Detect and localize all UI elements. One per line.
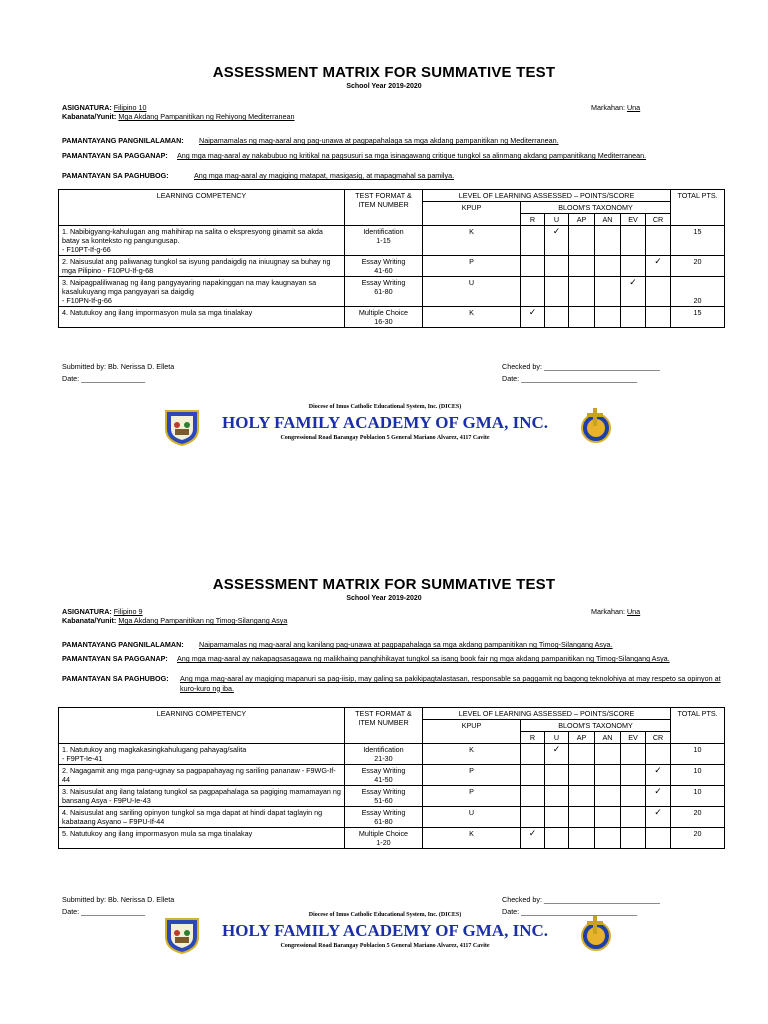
checked-by: Checked by: _____________________________ (502, 362, 660, 371)
pangnilalaman-label: PAMANTAYANG PANGNILALAMAN: (62, 136, 184, 145)
competency-cell: 3. Naipagpaliliwanag ng ilang pangyayaring napakinggan na may kaugnayan sa kasalukuyang mga pangyayari sa daigdig - F10PN-If-g-66 (59, 277, 345, 307)
table-row (59, 226, 725, 256)
bloom-cr-cell (646, 828, 671, 849)
total-cell: 10 (671, 765, 725, 786)
pagganap-row (62, 654, 670, 663)
kabanata-label: Kabanata/Yunit: (62, 616, 117, 625)
competency-cell: 1. Natutukoy ang magkakasingkahulugang pahayag/salita - F9PT-Ie-41 (59, 744, 345, 765)
kabanata-row (62, 616, 287, 625)
kabanata-label: Kabanata/Yunit: (62, 112, 117, 121)
pangnilalaman-value: Naipamamalas ng mag-aaral ang kanilang pag-unawa at pagpapahalaga sa mga akdang pampanitikan ng Timog-Silangang Asya. (199, 640, 613, 649)
kpup-cell: P (423, 256, 521, 277)
submitted-by: Submitted by: Bb. Nerissa D. Elleta (62, 895, 175, 904)
competency-cell: 3. Naisusulat ang ilang talatang tungkol sa pagpapahalaga sa pagiging mamamayan ng bansang Asya - F9PU-Ie-43 (59, 786, 345, 807)
kabanata-value: Mga Akdang Pampanitikan ng Timog-Silangang Asya (118, 616, 288, 625)
pangnilalaman-row (62, 640, 613, 649)
total-cell: 10 (671, 744, 725, 765)
kpup-cell: K (423, 744, 521, 765)
bloom-cr-cell: ✓ (646, 807, 671, 828)
bloom-an-cell (595, 807, 621, 828)
table-row (59, 256, 725, 277)
assessment-matrix-filipino-9 (0, 512, 768, 1024)
kpup-cell: U (423, 277, 521, 307)
bloom-ap-cell (569, 744, 595, 765)
markahan-label: Markahan: (591, 103, 625, 112)
competency-cell: 2. Naisusulat ang paliwanag tungkol sa isyung pandaigdig na iniuugnay sa buhay ng mga Pilipino - F10PU-If-g-68 (59, 256, 345, 277)
paghubog-label: PAMANTAYAN SA PAGHUBOG: (62, 674, 169, 683)
header-format: TEST FORMAT & ITEM NUMBER (345, 708, 423, 744)
bloom-an-cell (595, 744, 621, 765)
total-cell: 15 (671, 226, 725, 256)
bloom-cr-cell: ✓ (646, 765, 671, 786)
header-bloom: BLOOM'S TAXONOMY (521, 202, 671, 214)
asignatura-row (62, 607, 143, 616)
total-cell: 20 (671, 277, 725, 307)
assessment-table (58, 189, 725, 328)
bloom-ap-cell (569, 786, 595, 807)
kabanata-row (62, 112, 295, 121)
bloom-u-cell: ✓ (545, 226, 569, 256)
pangnilalaman-value: Naipamamalas ng mag-aaral ang pag-unawa at pagpapahalaga sa mga akdang pampanitikan ng Mediterranean. (199, 136, 559, 145)
pangnilalaman-label: PAMANTAYANG PANGNILALAMAN: (62, 640, 184, 649)
bloom-r-cell (521, 765, 545, 786)
bloom-ev-cell (621, 744, 646, 765)
school-name: HOLY FAMILY ACADEMY OF GMA, INC. (222, 921, 548, 940)
header-bloom: BLOOM'S TAXONOMY (521, 720, 671, 732)
header-kpup: KPUP (423, 202, 521, 226)
school-name: HOLY FAMILY ACADEMY OF GMA, INC. (222, 413, 548, 432)
bloom-an-cell (595, 307, 621, 328)
header-format: TEST FORMAT & ITEM NUMBER (345, 190, 423, 226)
format-cell: Essay Writing 61-80 (345, 807, 423, 828)
school-footer (160, 912, 610, 972)
format-cell: Multiple Choice 16-30 (345, 307, 423, 328)
header-r: R (521, 732, 545, 744)
header-ev: EV (621, 732, 646, 744)
header-an: AN (595, 732, 621, 744)
table-row (59, 744, 725, 765)
table-row (59, 307, 725, 328)
bloom-ev-cell (621, 226, 646, 256)
bloom-an-cell (595, 786, 621, 807)
bloom-ap-cell (569, 256, 595, 277)
format-cell: Essay Writing 61-80 (345, 277, 423, 307)
header-an: AN (595, 214, 621, 226)
bloom-r-cell (521, 226, 545, 256)
assessment-table (58, 707, 725, 849)
table-row (59, 786, 725, 807)
bloom-cr-cell (646, 744, 671, 765)
pagganap-value: Ang mga mag-aaral ay nakabubuo ng kritikal na pagsusuri sa mga isinagawang critique tungkol sa alinmang akdang pampanitikang Mediterranean. (177, 151, 647, 160)
header-total: TOTAL PTS. (671, 190, 725, 226)
bloom-cr-cell (646, 226, 671, 256)
format-cell: Essay Writing 41-50 (345, 765, 423, 786)
school-year: School Year 2019-2020 (346, 595, 422, 602)
asignatura-value: Filipino 10 (113, 103, 147, 112)
header-u: U (545, 214, 569, 226)
competency-cell: 4. Natutukoy ang ilang impormasyon mula sa mga tinalakay (59, 307, 345, 328)
markahan-value: Una (626, 103, 641, 112)
bloom-r-cell: ✓ (521, 307, 545, 328)
bloom-ev-cell (621, 807, 646, 828)
date-left: Date: ________________ (62, 374, 146, 383)
kpup-cell: K (423, 828, 521, 849)
bloom-r-cell (521, 807, 545, 828)
bloom-cr-cell: ✓ (646, 786, 671, 807)
competency-cell: 1. Nabibigyang-kahulugan ang mahihirap na salita o ekspresyong ginamit sa akda batay sa konteksto ng pangungusap. - F10PT-If-g-66 (59, 226, 345, 256)
bloom-ap-cell (569, 307, 595, 328)
bloom-u-cell (545, 256, 569, 277)
paghubog-value: Ang mga mag-aaral ay magiging mapanuri sa pag-iisip, may galing sa pakikipagtalastasan, responsable sa paggamit ng bagong teknolohiya at may respeto sa opinyon at kuro-kuro ng iba. (180, 674, 721, 693)
dices-seal-icon (576, 406, 612, 446)
competency-cell: 5. Natutukoy ang ilang impormasyon mula sa mga tinalakay (59, 828, 345, 849)
bloom-ev-cell (621, 765, 646, 786)
bloom-u-cell (545, 786, 569, 807)
bloom-an-cell (595, 256, 621, 277)
header-cr: CR (646, 214, 671, 226)
competency-cell: 2. Nagagamit ang mga pang-ugnay sa pagpapahayag ng sariling pananaw - F9WG-If-44 (59, 765, 345, 786)
paghubog-label: PAMANTAYAN SA PAGHUBOG: (62, 171, 169, 180)
bloom-ev-cell: ✓ (621, 277, 646, 307)
total-cell: 20 (671, 828, 725, 849)
dices-name: Diocese of Imus Catholic Educational System, Inc. (DICES) (308, 404, 462, 410)
bloom-u-cell: ✓ (545, 744, 569, 765)
markahan-row (591, 103, 640, 112)
bloom-an-cell (595, 277, 621, 307)
header-competency: LEARNING COMPETENCY (59, 708, 345, 744)
table-row (59, 828, 725, 849)
pangnilalaman-row (62, 136, 559, 145)
header-r: R (521, 214, 545, 226)
pagganap-label: PAMANTAYAN SA PAGGANAP: (62, 654, 168, 663)
asignatura-label: ASIGNATURA: (62, 103, 112, 112)
table-row (59, 807, 725, 828)
bloom-u-cell (545, 828, 569, 849)
bloom-an-cell (595, 765, 621, 786)
bloom-r-cell (521, 786, 545, 807)
total-cell: 10 (671, 786, 725, 807)
bloom-r-cell (521, 744, 545, 765)
competency-cell: 4. Naisusulat ang sariling opinyon tungkol sa mga dapat at hindi dapat taglayin ng kabataang Asyano – F9PU-If-44 (59, 807, 345, 828)
header-level: LEVEL OF LEARNING ASSESSED – POINTS/SCORE (423, 190, 671, 202)
bloom-u-cell (545, 807, 569, 828)
bloom-u-cell (545, 765, 569, 786)
bloom-an-cell (595, 828, 621, 849)
kpup-cell: U (423, 807, 521, 828)
bloom-ap-cell (569, 807, 595, 828)
pagganap-row (62, 151, 647, 160)
school-address: Congressional Road Barangay Poblacion 5 General Mariano Alvarez, 4117 Cavite (280, 435, 490, 441)
bloom-ap-cell (569, 277, 595, 307)
kpup-cell: K (423, 307, 521, 328)
markahan-row (591, 607, 640, 616)
pagganap-label: PAMANTAYAN SA PAGGANAP: (62, 151, 168, 160)
doc-title: ASSESSMENT MATRIX FOR SUMMATIVE TEST (212, 64, 556, 81)
total-cell: 20 (671, 807, 725, 828)
bloom-cr-cell (646, 277, 671, 307)
table-row (59, 765, 725, 786)
bloom-cr-cell: ✓ (646, 256, 671, 277)
bloom-cr-cell (646, 307, 671, 328)
asignatura-value: Filipino 9 (113, 607, 143, 616)
header-competency: LEARNING COMPETENCY (59, 190, 345, 226)
school-footer (160, 404, 610, 464)
bloom-r-cell: ✓ (521, 828, 545, 849)
date-left: Date: ________________ (62, 907, 146, 916)
bloom-r-cell (521, 277, 545, 307)
header-cr: CR (646, 732, 671, 744)
date-right: Date: _____________________________ (502, 907, 638, 916)
bloom-ev-cell (621, 786, 646, 807)
kabanata-value: Mga Akdang Pampanitikan ng Rehiyong Mediterranean (118, 112, 295, 121)
bloom-ev-cell (621, 256, 646, 277)
format-cell: Identification 1-15 (345, 226, 423, 256)
markahan-value: Una (626, 607, 641, 616)
kpup-cell: K (423, 226, 521, 256)
total-cell: 20 (671, 256, 725, 277)
bloom-ap-cell (569, 226, 595, 256)
doc-title: ASSESSMENT MATRIX FOR SUMMATIVE TEST (212, 576, 556, 593)
format-cell: Essay Writing 51-60 (345, 786, 423, 807)
header-kpup: KPUP (423, 720, 521, 744)
date-right: Date: _____________________________ (502, 374, 638, 383)
format-cell: Essay Writing 41-60 (345, 256, 423, 277)
checked-by: Checked by: _____________________________ (502, 895, 660, 904)
kpup-cell: P (423, 786, 521, 807)
bloom-ap-cell (569, 765, 595, 786)
bloom-u-cell (545, 307, 569, 328)
kpup-cell: P (423, 765, 521, 786)
markahan-label: Markahan: (591, 607, 625, 616)
bloom-an-cell (595, 226, 621, 256)
paghubog-row (62, 171, 455, 180)
header-ap: AP (569, 214, 595, 226)
asignatura-row (62, 103, 147, 112)
bloom-ev-cell (621, 307, 646, 328)
paghubog-value: Ang mga mag-aaral ay magiging matapat, masigasig, at mapagmahal sa pamilya. (194, 171, 455, 180)
format-cell: Identification 21-30 (345, 744, 423, 765)
header-level: LEVEL OF LEARNING ASSESSED – POINTS/SCORE (423, 708, 671, 720)
pagganap-value: Ang mga mag-aaral ay nakapagsasagawa ng malikhaing panghihikayat tungkol sa isang book fair ng mga akdang pampanitikan ng Timog-Silangang Asya. (177, 654, 670, 663)
submitted-by: Submitted by: Bb. Nerissa D. Elleta (62, 362, 175, 371)
bloom-ev-cell (621, 828, 646, 849)
format-cell: Multiple Choice 1-20 (345, 828, 423, 849)
bloom-u-cell (545, 277, 569, 307)
table-row (59, 277, 725, 307)
header-u: U (545, 732, 569, 744)
header-ev: EV (621, 214, 646, 226)
bloom-ap-cell (569, 828, 595, 849)
dices-name: Diocese of Imus Catholic Educational System, Inc. (DICES) (308, 912, 462, 918)
total-cell: 15 (671, 307, 725, 328)
header-ap: AP (569, 732, 595, 744)
asignatura-label: ASIGNATURA: (62, 607, 112, 616)
dices-seal-icon (576, 914, 612, 954)
bloom-r-cell (521, 256, 545, 277)
school-year: School Year 2019-2020 (346, 83, 422, 90)
paghubog-row (62, 674, 721, 693)
school-address: Congressional Road Barangay Poblacion 5 General Mariano Alvarez, 4117 Cavite (280, 943, 490, 949)
header-total: TOTAL PTS. (671, 708, 725, 744)
